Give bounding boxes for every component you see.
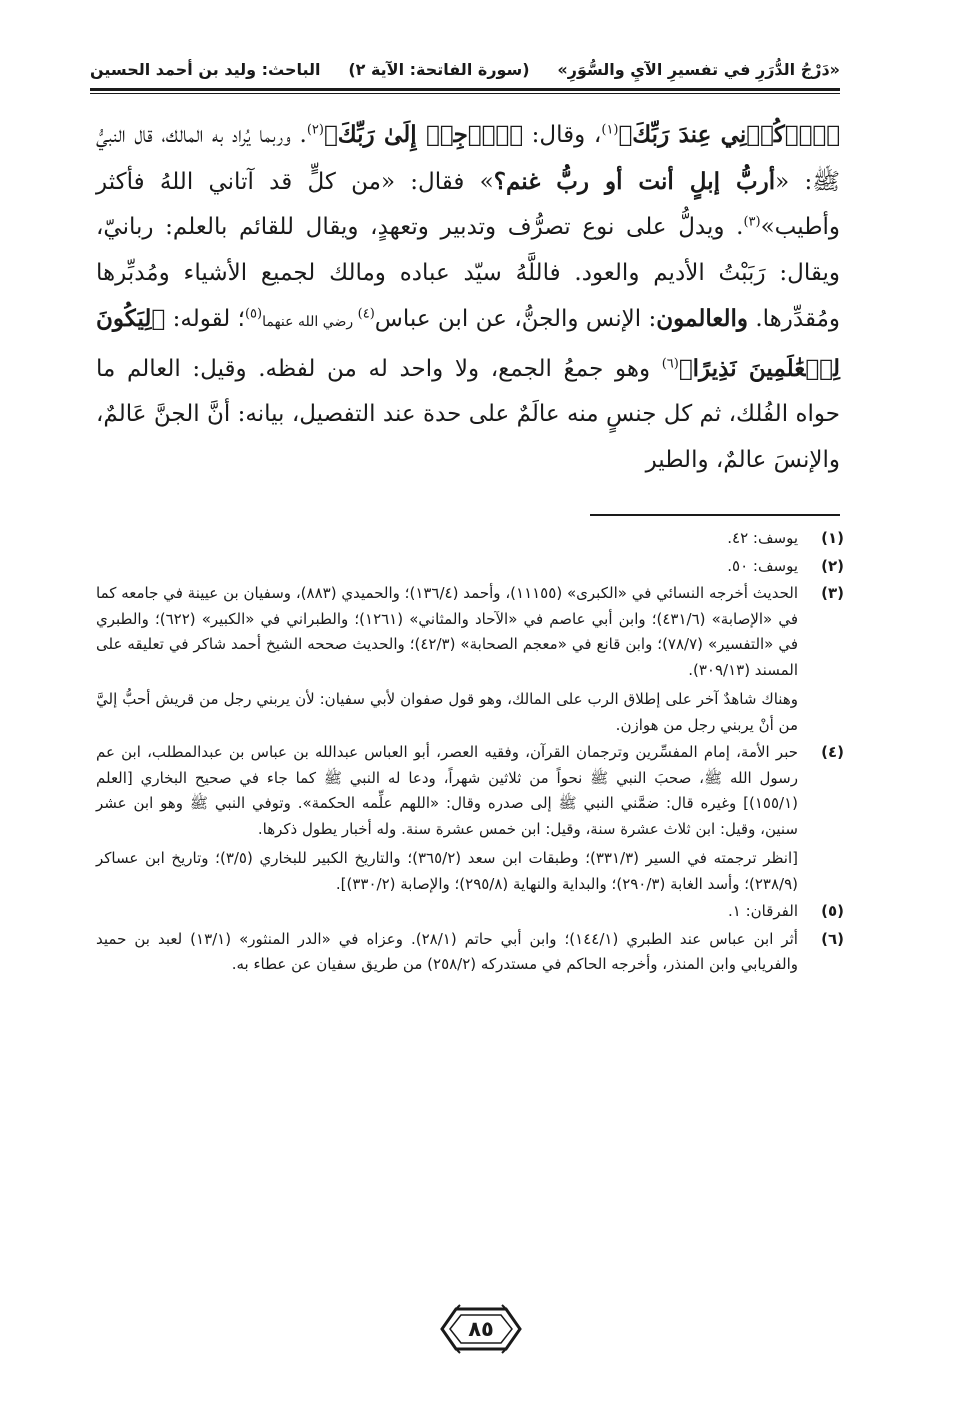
footnote-body — [96, 554, 798, 580]
footnote-ref: (١) — [601, 122, 619, 138]
footnote-paragraph: حبر الأمة، إمام المفسِّرين وترجمان القرآن، وفقيه العصر، أبو العباس عبدالله بن عباس بن عبدالمطلب، ابن عم رسول الله ﷺ، صحبَ النبي ﷺ نحواً من ثلاثين شهراً، ودعا له النبي ﷺ كما جاء في صحيح البخاري [العلم (١٥٥/١)] وغيره قال: ضمَّني النبي ﷺ إلى صدره وقال: «اللهم علِّمه الحكمة». وتوفي النبي ﷺ وهو ابن عشر سنين، وقيل: ابن ثلاث عشرة سنة، وقيل: ابن خمس عشرة سنة. وله أخبار يطول ذكرها. — [96, 743, 798, 838]
footnotes — [96, 526, 844, 980]
footnote-body — [96, 581, 798, 738]
footnote-number: (٥) — [821, 902, 844, 920]
footnote-number: (١) — [821, 529, 844, 547]
quran-verse: ﴿ٱذۡكُرۡنِي عِندَ رَبِّكَ﴾ — [618, 121, 841, 148]
text-run: : الإنس والجنُّ، عن ابن عباس — [374, 306, 657, 332]
footnote-paragraph: أثر ابن عباس عند الطبري (١٤٤/١)؛ وابن أبي حاتم (٢٨/١). وعزاه في «الدر المنثور» (١٣/١) لعبد بن حميد والفريابي وابن المنذر، وأخرجه الحاكم في مستدركه (٢٥٨/٢) من طريق سفيان عن عطاء به. — [96, 929, 798, 973]
footnote-item — [96, 526, 844, 552]
term-heading: والعالمون — [656, 305, 748, 332]
quran-verse: ﴿لِيَكُونَ لِلۡعَٰلَمِينَ نَذِيرًا﴾ — [96, 305, 840, 382]
footnote-item — [96, 581, 844, 738]
hadith-quote: أربُّ إبلٍ أنت أو ربُّ غنم؟ — [493, 167, 776, 195]
footnote-item — [96, 740, 844, 897]
footnote-number: (٢) — [821, 556, 844, 575]
text-run: ، وقال: — [523, 122, 602, 148]
footnote-paragraph: الفرقان: ١. — [727, 902, 798, 920]
footnote-body — [96, 899, 798, 925]
footnote-paragraph: الحديث أخرجه النسائي في «الكبرى» (١١١٥٥)، وأحمد (١٣٦/٤)؛ والحميدي (٨٨٣)، وسفيان بن عيينة في جامعه كما في «الإصابة» (٤٣١/٦)؛ وابن أبي عاصم في «الآحاد والمثاني» (١٢٦١)؛ والطبراني في «الكبير» (٦٢٢)؛ والطبري في «التفسير» (٧٨/٧)؛ وابن قانع في «معجم الصحابة» (٤٢/٣)؛ والحديث صححه الشيخ أحمد شاكر في تعليقه على المسند (٣٠٩/١٣). — [96, 584, 799, 679]
header-chapter: (سورة الفاتحة: الآية ٢) — [348, 59, 530, 79]
quran-verse: ﴿ٱرۡجِعۡ إِلَىٰ رَبِّكَ﴾ — [323, 121, 523, 148]
text-run: ؛ لقوله: — [165, 306, 245, 332]
header-rule-thin — [90, 93, 840, 94]
footnote-paragraph: [انظر ترجمته في السير (٣٣١/٣)؛ وطبقات ابن سعد (٣٦٥/٢)؛ والتاريخ الكبير للبخاري (٣/٥)؛ وتاريخ ابن عساكر (٢٣٨/٩)؛ وأسد الغابة (٢٩٠/٣)؛ والبداية والنهاية (٢٩٥/٨)؛ والإصابة (٣٣٠/٢)]. — [96, 849, 798, 893]
footnote-item — [96, 899, 844, 925]
footnote-body — [96, 740, 798, 897]
footnote-number: (٣) — [821, 584, 844, 602]
header-author: الباحث: وليد بن أحمد الحسين — [90, 59, 321, 79]
text-run: . وربما يُراد به المالك، قال النبيُّ ﷺ: « — [96, 122, 841, 195]
footnote-separator — [590, 514, 840, 516]
header-book-title: «دَرْجُ الدُّرَرِ في تفسيرِ الآيِ والسُّوَرِ» — [557, 59, 840, 79]
header-rule — [90, 88, 840, 91]
main-paragraph — [96, 112, 840, 483]
footnote-paragraph: وهناك شاهدٌ آخر على إطلاق الرب على المالك، وهو قول صفوان لأبي سفيان: لأن يربني رجل من قريش أحبُّ إليَّ من أنْ يربني رجل من هوازن. — [96, 690, 798, 734]
footnote-number: (٦) — [821, 929, 844, 948]
footnote-number: (٤) — [821, 743, 844, 761]
running-header — [90, 52, 840, 86]
page-number: ٨٥ — [468, 1317, 494, 1341]
honorific: رضي الله عنهما — [262, 314, 358, 330]
footnote-ref: (٥) — [244, 306, 263, 322]
footnote-paragraph: يوسف: ٥٠. — [727, 556, 798, 575]
footnote-body — [96, 526, 798, 552]
footnote-body — [96, 927, 798, 978]
footnote-ref: (٣) — [743, 214, 761, 230]
text-run: وهو جمعُ الجمع، ولا واحد له من لفظه. وقيل: العالم ما حواه الفُلك، ثم كل جنسٍ منه عالَمٌ على حدة عند التفصيل، بيانه: أنَّ الجنَّ عَالمٌ، والإنسَ عالمٌ، والطير — [96, 355, 840, 473]
footnote-ref: (٤) — [357, 306, 375, 322]
text-run: » فقال: «من كلٍّ قد آتاني اللهُ فأكثر وأطيب» — [96, 168, 840, 240]
footnote-item — [96, 927, 844, 978]
footnote-ref: (٢) — [306, 122, 324, 138]
footnote-paragraph: يوسف: ٤٢. — [727, 529, 798, 547]
text-run: . ويدلُّ على نوع تصرُّف وتدبير وتعهدٍ، ويقال للقائم بالعلم: ربانيّ، ويقال: رَبَبْتُ الأديم والعود. فاللَّهُ سيّد عباده ومالك لجميع الأشياء ومُدبِّرها ومُقدِّرها. — [96, 214, 841, 332]
footnote-ref: (٦) — [661, 355, 679, 371]
footnote-item — [96, 554, 844, 580]
main-text — [96, 112, 840, 483]
